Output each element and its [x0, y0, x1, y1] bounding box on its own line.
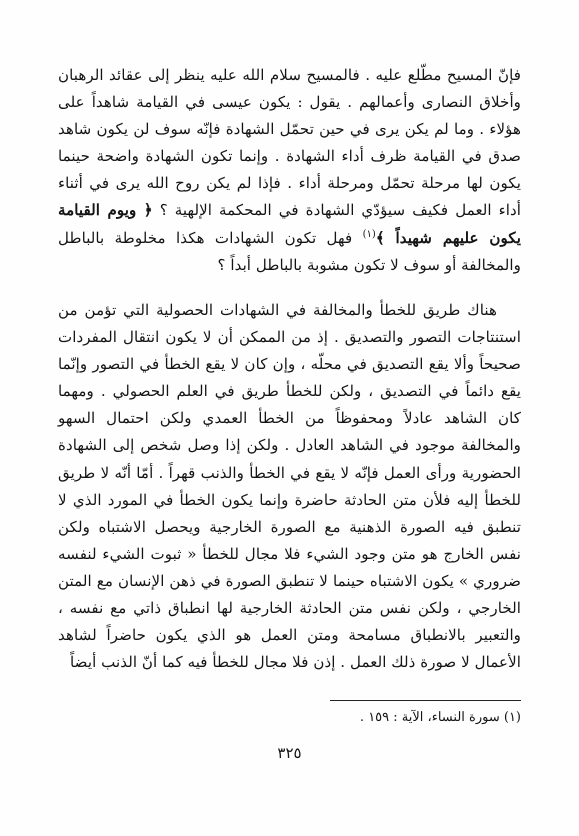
footnote: (١) سورة النساء، الآية : ١٥٩ . [359, 710, 521, 725]
paragraph-2-text: هناك طريق للخطأ والمخالفة في الشهادات الحصولية التي تؤمن من استنتاجات التصور والتصديق . إذ من الممكن أن لا يكون انتقال المفردات صحيحاً وألا يقع التصديق في محلّه ، وإن كان لا يقع الخطأ في التصور وإنّما يقع دائماً في التصديق ، ولكن للخطأ طريق في العلم الحصولي . ومهما كان الشاهد عادلاً ومحفوظاً من الخطأ العمدي ولكن احتمال السهو والمخالفة موجود في الشاهد العادل . ولكن إذا وصل شخص إلى الشهادة الحضورية ورأى العمل فإنّه لا يقع في الخطأ والذنب قهراً . أمّا أنّه لا طريق للخطأ إليه فلأن متن الحادثة حاضرة وإنما يكون الخطأ في المورد الذي لا تنطبق فيه الصورة الذهنية مع الصورة الخارجية ويحصل الاشتباه ولكن نفس الخارج هو متن وجود الشيء فلا مجال للخطأ « ثبوت الشيء لنفسه ضروري » يكون الاشتباه حينما لا تنطبق الصورة في ذهن الإنسان مع المتن الخارجي ، ولكن نفس متن الحادثة الخارجية لها انطباق ذاتي مع نفسه ، والتعبير بالانطباق مسامحة ومتن العمل هو الذي يكون حاضراً لشاهد الأعمال لا صورة ذلك العمل . إذن فلا مجال للخطأ فيه كما أنّ الذنب أيضاً [58, 301, 521, 672]
paragraph-1-part-2: فهل تكون الشهادات هكذا مخلوطة بالباطل والمخالفة أو سوف لا تكون مشوبة بالباطل أبداً ؟ [58, 228, 521, 274]
footnote-separator [330, 700, 521, 701]
paragraph-1 [58, 62, 521, 279]
paragraph-1-text [58, 62, 521, 279]
footnote-reference: (١) [362, 228, 376, 240]
paragraph-2 [58, 297, 521, 676]
paragraph-1-part-1: فإنّ المسيح مطّلع عليه . فالمسيح سلام الله عليه ينظر إلى عقائد الرهبان وأخلاق النصارى وأعمالهم . يقول : يكون عيسى في القيامة شاهداً على هؤلاء . وما لم يكن يرى في حين تحمّل الشهادة فإنّه سوف لن يكون شاهد صدق في القيامة ظرف أداء الشهادة . وإنما تكون الشهادة واضحة حينما يكون لها مرحلة تحمّل ومرحلة أداء . فإذا لم يكن روح الله يرى في أثناء أداء العمل فكيف سيؤدّي الشهادة في المحكمة الإلهية ؟ [58, 66, 521, 220]
quran-quote: ﴿ ويوم القيامة يكون عليهم شهيداً ﴾ [58, 201, 522, 247]
page-number: ٣٢٥ [277, 744, 302, 762]
